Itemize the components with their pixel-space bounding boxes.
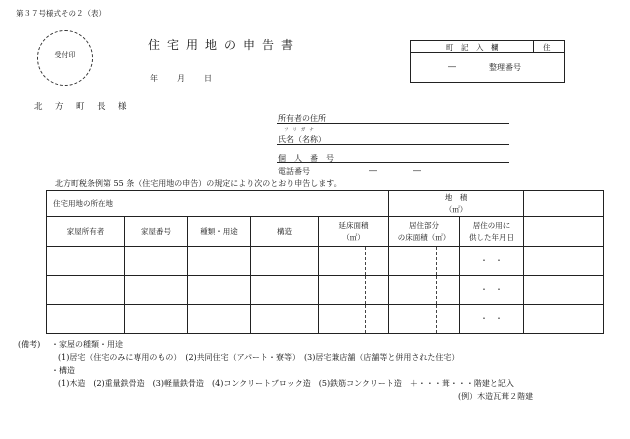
- cell-type[interactable]: [188, 305, 251, 334]
- cell-blank: [524, 305, 604, 334]
- col-residence-date-l2: 供した年月日: [469, 232, 514, 242]
- date-day: 日: [204, 74, 212, 83]
- cell-floor-area[interactable]: [319, 247, 389, 276]
- date-month: 月: [177, 74, 185, 83]
- header-blank: [524, 191, 604, 217]
- notes-item1-body: (1)居宅（住宅のみに専用のもの） (2)共同住宅（アパート・寮等） (3)居宅兼店舗（店舗等と併用された住宅）: [58, 353, 460, 362]
- table-row: [47, 276, 604, 305]
- cell-residential-area[interactable]: [389, 247, 460, 276]
- cell-structure[interactable]: [251, 305, 319, 334]
- location-header: 住宅用地の所在地: [47, 191, 125, 217]
- col-residential-area: [389, 217, 460, 247]
- cell-number[interactable]: [125, 247, 188, 276]
- notes-item2-title: ・構造: [51, 366, 75, 375]
- cell-number[interactable]: [125, 276, 188, 305]
- cell-date[interactable]: ・ ・: [460, 247, 524, 276]
- form-id: 第３７号様式その２（表）: [16, 9, 106, 18]
- individual-number-field[interactable]: [277, 162, 509, 163]
- owner-address-label: 所有者の住所: [278, 114, 326, 123]
- location-field[interactable]: [125, 191, 389, 217]
- receipt-stamp-label: 受付印: [54, 51, 76, 59]
- cell-residential-area[interactable]: [389, 276, 460, 305]
- notes-example: (例）木造瓦葺２階建: [458, 392, 534, 401]
- owner-name-label: 氏名（名称）: [278, 135, 326, 144]
- table-row: [47, 305, 604, 334]
- owner-name-furigana: フリガナ: [284, 128, 318, 133]
- cell-floor-area[interactable]: [319, 305, 389, 334]
- cell-owner[interactable]: [47, 305, 125, 334]
- office-use-header-2: 住: [543, 43, 551, 52]
- notes-label: (備考): [18, 340, 41, 349]
- col-structure: 構造: [251, 217, 319, 247]
- individual-number-label: 個 人 番 号: [278, 154, 334, 163]
- col-residence-date-l1: 居住の用に: [472, 220, 511, 230]
- cell-owner[interactable]: [47, 247, 125, 276]
- cell-type[interactable]: [188, 276, 251, 305]
- form-title: 住宅用地の申告書: [148, 38, 301, 52]
- house-land-table: [46, 190, 604, 334]
- cell-owner[interactable]: [47, 276, 125, 305]
- addressee: 北 方 町 長 様: [34, 102, 129, 112]
- cell-structure[interactable]: [251, 276, 319, 305]
- cell-date[interactable]: ・ ・: [460, 276, 524, 305]
- date-year: 年: [150, 74, 158, 83]
- cell-floor-area[interactable]: [319, 276, 389, 305]
- phone-dash-2: ―: [413, 166, 421, 175]
- office-use-header: 町 記 入 欄: [446, 43, 499, 52]
- cell-date[interactable]: ・ ・: [460, 305, 524, 334]
- office-use-separator: [533, 40, 534, 52]
- col-floor-area-l2: （㎡）: [342, 232, 365, 242]
- col-residence-date: [460, 217, 524, 247]
- col-blank: [524, 217, 604, 247]
- notes-item1-title: ・家屋の種類・用途: [51, 340, 123, 349]
- col-floor-area-l1: 延床面積: [338, 220, 369, 230]
- notes-item2-body: (1)木造 (2)重量鉄骨造 (3)軽量鉄骨造 (4)コンクリートブロック造 (5)鉄筋コンクリート造 ＋・・・葺・・・階建と記入: [58, 379, 514, 388]
- land-area-header: [389, 191, 524, 217]
- col-residential-area-l1: 居住部分: [409, 220, 439, 230]
- cell-structure[interactable]: [251, 247, 319, 276]
- land-area-title: 地 積: [444, 192, 468, 202]
- declaration-text: 北方町税条例第 55 条（住宅用地の申告）の規定により次のとおり申告します。: [55, 179, 342, 188]
- phone-dash-1: ―: [369, 166, 377, 175]
- col-house-owner: 家屋所有者: [47, 217, 125, 247]
- office-number-dash: ―: [448, 62, 456, 71]
- owner-address-field[interactable]: [277, 123, 509, 124]
- col-type-use: 種類・用途: [188, 217, 251, 247]
- receipt-stamp-circle: [37, 30, 93, 86]
- cell-residential-area[interactable]: [389, 305, 460, 334]
- cell-blank: [524, 247, 604, 276]
- office-number-label: 整理番号: [489, 63, 521, 72]
- owner-name-field[interactable]: [277, 144, 509, 145]
- cell-blank: [524, 276, 604, 305]
- col-residential-area-l2: の床面積（㎡）: [397, 232, 451, 242]
- cell-type[interactable]: [188, 247, 251, 276]
- cell-number[interactable]: [125, 305, 188, 334]
- table-row: [47, 247, 604, 276]
- col-house-number: 家屋番号: [125, 217, 188, 247]
- phone-label: 電話番号: [278, 167, 310, 176]
- land-area-unit: （㎡）: [444, 204, 468, 214]
- col-floor-area: [319, 217, 389, 247]
